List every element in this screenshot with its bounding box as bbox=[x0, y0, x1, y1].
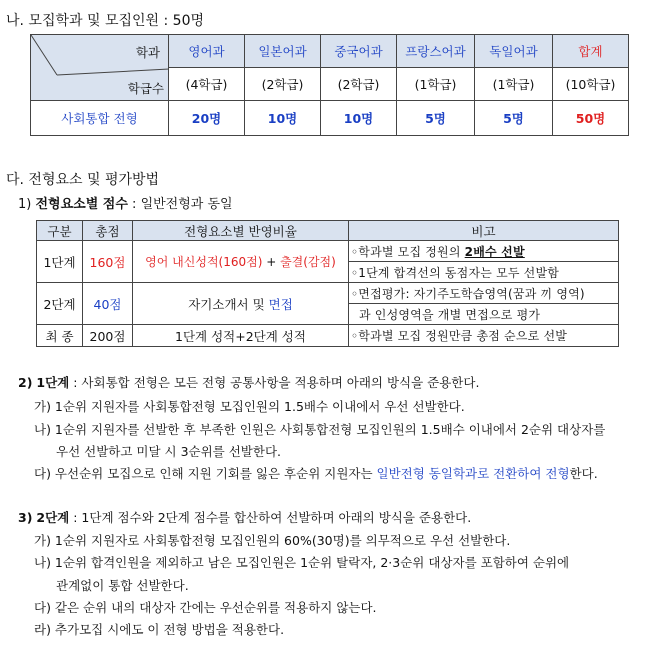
section-title-da: 다. 전형요소 및 평가방법 bbox=[6, 172, 160, 188]
evaluation-table bbox=[36, 220, 619, 347]
dept-header: 중국어과 bbox=[321, 35, 397, 68]
note-line: ◦1단계 합격선의 동점자는 모두 선발함 bbox=[349, 262, 619, 283]
total-quota-count: 50명 bbox=[553, 101, 629, 136]
sub2-item-da bbox=[34, 464, 598, 482]
col-header-note: 비고 bbox=[349, 221, 619, 241]
sub3-item: 가) 1순위 지원자로 사회통합전형 모집인원의 60%(30명)를 의무적으로 우선 선발한다. bbox=[34, 533, 511, 548]
stage-cell: 1단계 bbox=[37, 241, 83, 283]
sub3-heading bbox=[18, 508, 471, 526]
quota-count: 20명 bbox=[169, 101, 245, 136]
sub3-num: 3) bbox=[18, 510, 33, 525]
dept-quota-table bbox=[30, 34, 629, 136]
note-line: ◦학과별 모집 정원만큼 총점 순으로 선발 bbox=[349, 325, 619, 347]
quota-count: 5명 bbox=[475, 101, 553, 136]
sub1-heading bbox=[18, 193, 233, 212]
header-label-dept: 학과 bbox=[135, 45, 160, 60]
dept-header: 영어과 bbox=[169, 35, 245, 68]
note-line bbox=[349, 241, 619, 262]
sub2-num: 2) bbox=[18, 375, 33, 390]
sub3-rest: : 1단계 점수와 2단계 점수를 합산하여 선발하며 아래의 방식을 준용한다. bbox=[69, 510, 472, 525]
item-da-part-a: 다) 우선순위 모집으로 인해 지원 기회를 잃은 후순위 지원자는 bbox=[34, 466, 377, 481]
sub3-item: 다) 같은 순위 내의 대상자 간에는 우선순위를 적용하지 않는다. bbox=[34, 600, 377, 615]
item-da-highlight: 일반전형 동일학과로 전환하여 전형 bbox=[376, 466, 570, 481]
note-part-a: ◦학과별 모집 정원의 bbox=[351, 244, 465, 259]
score-cell: 160점 bbox=[83, 241, 133, 283]
ratio-part-b: 면접 bbox=[268, 296, 293, 312]
total-class-count: (10학급) bbox=[553, 68, 629, 101]
ratio-cell bbox=[133, 283, 349, 325]
sub3-item-cont: 관계없이 통합 선발한다. bbox=[56, 578, 189, 593]
sub2-rest: : 사회통합 전형은 모든 전형 공통사항을 적용하며 아래의 방식을 준용한다. bbox=[69, 375, 480, 390]
score-cell: 200점 bbox=[83, 325, 133, 347]
dept-header: 프랑스어과 bbox=[397, 35, 475, 68]
class-count: (4학급) bbox=[169, 68, 245, 101]
ratio-cell bbox=[133, 241, 349, 283]
class-count: (1학급) bbox=[475, 68, 553, 101]
class-count: (2학급) bbox=[321, 68, 397, 101]
sub2-item-cont: 우선 선발하고 미달 시 3순위를 선발한다. bbox=[56, 444, 281, 459]
note-line: ◦면접평가: 자기주도학습영역(꿈과 끼 영역) bbox=[349, 283, 619, 304]
ratio-part-a: 영어 내신성적(160점) bbox=[145, 255, 263, 269]
ratio-part-b: 출결(감점) bbox=[280, 255, 336, 269]
stage-cell: 최 종 bbox=[37, 325, 83, 347]
sub2-item: 나) 1순위 지원자를 선발한 후 부족한 인원은 사회통합전형 모집인원의 1.5배수 이내에서 2순위 대상자를 bbox=[34, 422, 606, 437]
ratio-cell: 1단계 성적+2단계 성적 bbox=[133, 325, 349, 347]
sub1-rest: : 일반전형과 동일 bbox=[127, 197, 233, 212]
sub2-item: 가) 1순위 지원자를 사회통합전형 모집인원의 1.5배수 이내에서 우선 선발한다. bbox=[34, 399, 465, 414]
col-header-ratio: 전형요소별 반영비율 bbox=[133, 221, 349, 241]
sub1-title: 전형요소별 점수 bbox=[35, 197, 128, 212]
class-count: (1학급) bbox=[397, 68, 475, 101]
ratio-part-a: 자기소개서 및 bbox=[188, 296, 269, 312]
quota-count: 10명 bbox=[245, 101, 321, 136]
stage-cell: 2단계 bbox=[37, 283, 83, 325]
dept-header: 일본어과 bbox=[245, 35, 321, 68]
col-header-score: 총점 bbox=[83, 221, 133, 241]
note-part-b: 2배수 선발 bbox=[464, 244, 525, 259]
item-da-part-c: 한다. bbox=[569, 466, 598, 481]
header-label-classes: 학급수 bbox=[127, 81, 164, 96]
sub1-num: 1) bbox=[18, 197, 32, 212]
header-diagonal-cell bbox=[31, 35, 169, 101]
class-count: (2학급) bbox=[245, 68, 321, 101]
sub3-item: 라) 추가모집 시에도 이 전형 방법을 적용한다. bbox=[34, 622, 285, 637]
dept-header: 독일어과 bbox=[475, 35, 553, 68]
row-label: 사회통합 전형 bbox=[31, 101, 169, 136]
section-title-na: 나. 모집학과 및 모집인원 : 50명 bbox=[6, 13, 204, 29]
sub3-item: 나) 1순위 합격인원을 제외하고 남은 모집인원은 1순위 탈락자, 2·3순위 대상자를 포함하여 순위에 bbox=[34, 555, 570, 570]
sub3-label: 2단계 bbox=[36, 510, 70, 525]
score-cell: 40점 bbox=[83, 283, 133, 325]
quota-count: 5명 bbox=[397, 101, 475, 136]
sub2-heading bbox=[18, 373, 479, 391]
quota-count: 10명 bbox=[321, 101, 397, 136]
col-header-stage: 구분 bbox=[37, 221, 83, 241]
sub2-label: 1단계 bbox=[36, 375, 70, 390]
ratio-plus: + bbox=[262, 255, 281, 269]
note-line: 과 인성영역을 개별 면접으로 평가 bbox=[349, 304, 619, 325]
total-header: 합계 bbox=[553, 35, 629, 68]
